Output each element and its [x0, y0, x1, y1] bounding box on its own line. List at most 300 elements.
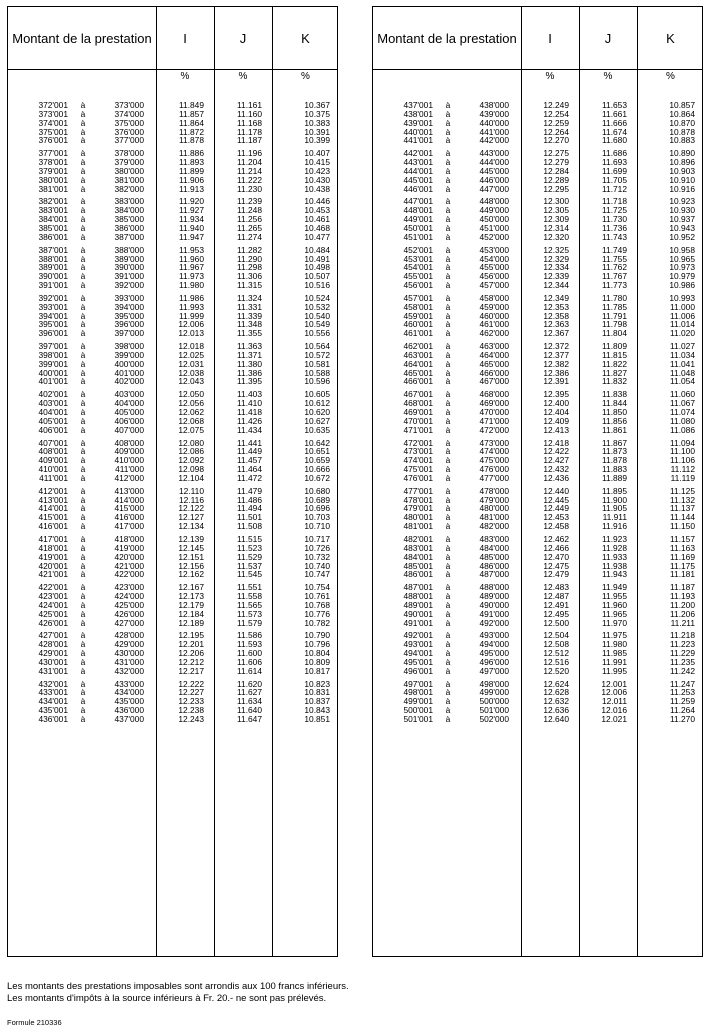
range-from: 420'001 — [38, 560, 68, 571]
table-row — [8, 715, 337, 724]
formula-number: Formule 210336 — [7, 1018, 62, 1027]
table-row — [373, 185, 702, 194]
row-group — [8, 390, 337, 434]
range-separator: à — [445, 398, 451, 409]
range-separator: à — [80, 165, 86, 176]
rate-k: 11.223 — [670, 639, 695, 650]
row-group — [373, 197, 702, 241]
range-separator: à — [445, 521, 451, 532]
range-to: 399'000 — [114, 349, 144, 360]
rate-k: 10.651 — [304, 446, 330, 457]
rate-i: 12.264 — [543, 126, 569, 137]
rate-j: 11.418 — [237, 407, 262, 417]
range-separator: à — [445, 117, 451, 128]
rate-j: 11.434 — [237, 424, 262, 435]
rate-i: 11.999 — [179, 310, 204, 321]
range-separator: à — [80, 222, 86, 233]
table-row — [8, 281, 337, 290]
rate-i: 12.013 — [178, 328, 204, 339]
range-from: 465'001 — [403, 367, 433, 378]
range-to: 424'000 — [114, 591, 144, 602]
rate-k: 11.132 — [670, 494, 695, 505]
range-separator: à — [80, 582, 86, 593]
range-separator: à — [80, 244, 86, 255]
header-col-i: I — [548, 30, 552, 46]
rate-i: 12.179 — [178, 599, 204, 610]
range-from: 410'001 — [38, 464, 68, 475]
header-col-k: K — [301, 30, 310, 46]
rate-k: 11.259 — [670, 696, 695, 707]
range-to: 381'000 — [114, 174, 144, 185]
range-from: 408'001 — [38, 446, 68, 457]
range-to: 467'000 — [479, 376, 509, 387]
range-from: 398'001 — [38, 349, 68, 360]
rate-i: 12.358 — [543, 310, 569, 321]
rate-j: 12.006 — [601, 687, 627, 698]
rate-k: 10.761 — [304, 591, 330, 602]
range-to: 458'000 — [479, 292, 509, 303]
range-to: 488'000 — [479, 582, 509, 593]
range-to: 491'000 — [479, 608, 509, 619]
rate-k: 11.106 — [670, 455, 695, 466]
range-separator: à — [80, 551, 86, 562]
range-to: 395'000 — [114, 310, 144, 321]
rate-k: 10.680 — [304, 485, 330, 496]
footnotes — [7, 981, 349, 1005]
range-separator: à — [445, 714, 451, 724]
range-to: 391'000 — [114, 271, 144, 282]
rate-j: 11.965 — [602, 608, 627, 619]
range-to: 417'000 — [114, 521, 144, 532]
range-to: 464'000 — [479, 349, 509, 360]
header-montant: Montant de la prestation — [12, 30, 152, 46]
range-separator: à — [445, 310, 451, 321]
range-from: 404'001 — [38, 407, 68, 417]
rate-k: 10.776 — [304, 608, 330, 619]
rate-k: 10.642 — [304, 437, 330, 448]
rate-j: 11.923 — [602, 533, 627, 544]
rate-j: 11.838 — [602, 389, 627, 400]
range-to: 386'000 — [114, 222, 144, 233]
rate-k: 11.229 — [670, 648, 695, 659]
rate-j: 12.021 — [601, 714, 627, 724]
range-separator: à — [80, 174, 86, 185]
rate-i: 11.953 — [179, 244, 204, 255]
range-separator: à — [445, 542, 451, 553]
rate-i: 12.062 — [178, 407, 204, 417]
rate-j: 11.856 — [602, 415, 627, 426]
rate-i: 11.864 — [179, 117, 204, 128]
rate-j: 11.606 — [237, 656, 262, 667]
rate-i: 12.458 — [543, 521, 569, 532]
range-separator: à — [80, 301, 86, 312]
rate-k: 10.399 — [304, 135, 330, 146]
range-from: 490'001 — [403, 608, 433, 619]
rate-i: 12.270 — [543, 135, 569, 146]
range-from: 451'001 — [403, 231, 433, 242]
row-group — [373, 246, 702, 290]
header-col-j: J — [604, 30, 612, 46]
range-separator: à — [80, 262, 86, 273]
rate-i: 12.339 — [543, 271, 569, 282]
rate-k: 11.137 — [670, 503, 695, 514]
rate-i: 12.167 — [178, 582, 204, 593]
rate-k: 10.524 — [304, 292, 330, 303]
rate-k: 11.242 — [670, 665, 695, 676]
rate-j: 11.222 — [237, 174, 262, 185]
row-group — [8, 535, 337, 579]
rate-k: 10.823 — [304, 678, 330, 689]
rate-j: 11.614 — [237, 665, 262, 676]
range-to: 470'000 — [479, 407, 509, 417]
range-from: 375'001 — [38, 126, 68, 137]
range-separator: à — [80, 117, 86, 128]
table-row — [373, 667, 702, 676]
range-to: 451'000 — [479, 222, 509, 233]
range-to: 373'000 — [114, 100, 144, 110]
table-row — [373, 377, 702, 386]
rate-j: 11.508 — [237, 521, 262, 532]
unit-col-i: % — [180, 71, 190, 82]
range-from: 440'001 — [403, 126, 433, 137]
rate-j: 11.815 — [602, 349, 627, 360]
range-from: 394'001 — [38, 310, 68, 321]
rate-j: 12.011 — [602, 696, 627, 707]
range-separator: à — [445, 253, 451, 264]
rate-k: 10.878 — [669, 126, 695, 137]
range-from: 483'001 — [403, 542, 433, 553]
rate-i: 12.018 — [178, 341, 204, 352]
range-separator: à — [80, 328, 86, 339]
rate-k: 10.391 — [304, 126, 330, 137]
range-from: 450'001 — [403, 222, 433, 233]
range-to: 481'000 — [479, 512, 509, 523]
range-to: 452'000 — [479, 231, 509, 242]
range-to: 392'000 — [114, 280, 144, 291]
range-separator: à — [445, 214, 451, 225]
rate-i: 11.973 — [179, 271, 204, 282]
range-from: 382'001 — [38, 196, 68, 207]
rate-k: 11.112 — [670, 464, 695, 475]
rate-i: 11.947 — [179, 231, 204, 242]
rate-k: 10.710 — [304, 521, 330, 532]
range-from: 485'001 — [403, 560, 433, 571]
row-group — [8, 631, 337, 675]
range-to: 443'000 — [479, 148, 509, 159]
range-from: 401'001 — [38, 376, 68, 387]
rate-k: 10.790 — [304, 630, 330, 641]
rate-j: 11.970 — [602, 617, 627, 628]
rate-j: 11.494 — [237, 503, 262, 514]
range-separator: à — [80, 389, 86, 400]
range-from: 386'001 — [38, 231, 68, 242]
row-group — [8, 197, 337, 241]
rate-k: 10.696 — [304, 503, 330, 514]
range-from: 449'001 — [403, 214, 433, 225]
rate-j: 11.995 — [602, 665, 627, 676]
range-separator: à — [445, 231, 451, 242]
rate-i: 12.300 — [543, 196, 569, 207]
range-to: 426'000 — [114, 608, 144, 619]
range-from: 487'001 — [403, 582, 433, 593]
range-to: 475'000 — [479, 455, 509, 466]
range-separator: à — [80, 714, 86, 724]
rate-j: 11.256 — [237, 214, 262, 225]
rate-i: 11.878 — [179, 135, 204, 146]
range-to: 421'000 — [114, 560, 144, 571]
rate-i: 12.400 — [543, 398, 569, 409]
range-from: 427'001 — [38, 630, 68, 641]
rate-k: 11.169 — [670, 551, 695, 562]
range-to: 437'000 — [114, 714, 144, 724]
range-separator: à — [80, 349, 86, 360]
rate-k: 10.477 — [304, 231, 330, 242]
rate-j: 11.348 — [237, 319, 262, 330]
range-separator: à — [445, 319, 451, 330]
range-from: 373'001 — [38, 108, 68, 119]
range-to: 409'000 — [114, 446, 144, 457]
rate-j: 11.804 — [602, 328, 627, 339]
unit-col-k: % — [301, 71, 310, 82]
range-to: 456'000 — [479, 271, 509, 282]
rate-i: 12.453 — [543, 512, 569, 523]
range-separator: à — [80, 599, 86, 610]
rate-j: 11.933 — [602, 551, 627, 562]
rate-i: 12.025 — [178, 349, 204, 360]
range-separator: à — [80, 292, 86, 303]
range-separator: à — [445, 244, 451, 255]
range-from: 417'001 — [38, 533, 68, 544]
range-to: 398'000 — [114, 341, 144, 352]
range-from: 481'001 — [403, 521, 433, 532]
rate-k: 10.883 — [669, 135, 695, 146]
range-separator: à — [80, 424, 86, 435]
rate-j: 12.001 — [601, 678, 627, 689]
range-to: 482'000 — [479, 521, 509, 532]
rate-j: 11.889 — [602, 472, 627, 483]
rate-j: 11.809 — [602, 341, 627, 352]
range-to: 406'000 — [114, 415, 144, 426]
rate-k: 10.923 — [669, 196, 695, 207]
range-to: 375'000 — [114, 117, 144, 128]
range-to: 454'000 — [479, 253, 509, 264]
range-to: 476'000 — [479, 464, 509, 475]
rate-k: 11.144 — [670, 512, 695, 523]
range-from: 411'001 — [39, 472, 68, 483]
range-to: 410'000 — [114, 455, 144, 466]
rate-k: 10.596 — [304, 376, 330, 387]
range-separator: à — [80, 126, 86, 137]
rate-k: 11.206 — [670, 608, 695, 619]
range-to: 478'000 — [479, 485, 509, 496]
rate-i: 12.495 — [543, 608, 569, 619]
rate-k: 11.074 — [670, 407, 695, 417]
range-separator: à — [445, 165, 451, 176]
rate-j: 11.529 — [237, 551, 262, 562]
range-from: 376'001 — [38, 135, 68, 146]
rate-i: 12.098 — [178, 464, 204, 475]
range-separator: à — [80, 687, 86, 698]
rate-i: 12.056 — [178, 398, 204, 409]
rate-i: 12.050 — [178, 389, 204, 400]
range-from: 447'001 — [403, 196, 433, 207]
rate-j: 11.355 — [237, 328, 262, 339]
rate-k: 10.375 — [304, 108, 330, 119]
rate-j: 11.214 — [237, 165, 262, 176]
rate-k: 10.453 — [304, 205, 330, 216]
range-separator: à — [445, 437, 451, 448]
rate-k: 11.034 — [670, 349, 695, 360]
range-separator: à — [445, 292, 451, 303]
row-group — [373, 583, 702, 627]
range-separator: à — [80, 376, 86, 387]
header-col-i: I — [183, 30, 187, 46]
range-from: 387'001 — [38, 244, 68, 255]
rate-j: 11.916 — [602, 521, 627, 532]
rate-k: 11.014 — [670, 319, 695, 330]
range-to: 480'000 — [479, 503, 509, 514]
range-to: 388'000 — [114, 244, 144, 255]
range-to: 403'000 — [114, 389, 144, 400]
range-from: 458'001 — [403, 301, 433, 312]
range-from: 418'001 — [38, 542, 68, 553]
range-separator: à — [80, 271, 86, 282]
rate-k: 10.367 — [304, 100, 330, 110]
range-separator: à — [80, 253, 86, 264]
rate-i: 12.409 — [543, 415, 569, 426]
range-to: 471'000 — [479, 415, 509, 426]
rate-i: 12.189 — [178, 617, 204, 628]
rate-k: 11.054 — [670, 376, 695, 387]
rate-j: 11.725 — [602, 205, 627, 216]
rate-j: 11.822 — [602, 358, 627, 369]
table-row — [8, 522, 337, 531]
rate-i: 12.156 — [178, 560, 204, 571]
range-separator: à — [80, 280, 86, 291]
rate-j: 11.980 — [602, 639, 627, 650]
rate-j: 12.016 — [601, 705, 627, 716]
rate-j: 11.380 — [237, 358, 262, 369]
rate-i: 12.127 — [178, 512, 204, 523]
rate-j: 11.780 — [602, 292, 627, 303]
rate-k: 11.211 — [670, 617, 695, 628]
rate-j: 11.620 — [237, 678, 262, 689]
range-to: 401'000 — [114, 367, 144, 378]
range-to: 380'000 — [114, 165, 144, 176]
rate-k: 10.484 — [304, 244, 330, 255]
rate-j: 11.949 — [602, 582, 627, 593]
rate-i: 11.986 — [179, 292, 204, 303]
rate-i: 12.386 — [543, 367, 569, 378]
rate-i: 12.367 — [543, 328, 569, 339]
row-group — [373, 680, 702, 724]
rate-k: 10.549 — [304, 319, 330, 330]
range-from: 385'001 — [38, 222, 68, 233]
rate-k: 10.581 — [304, 358, 330, 369]
range-separator: à — [80, 569, 86, 580]
range-from: 456'001 — [403, 280, 433, 291]
range-to: 404'000 — [114, 398, 144, 409]
range-from: 412'001 — [38, 485, 68, 496]
range-separator: à — [445, 472, 451, 483]
range-to: 435'000 — [114, 696, 144, 707]
range-separator: à — [80, 648, 86, 659]
rate-j: 11.749 — [602, 244, 627, 255]
rate-k: 10.689 — [304, 494, 330, 505]
rate-i: 12.249 — [543, 100, 569, 110]
rate-k: 10.415 — [304, 157, 330, 168]
rate-k: 11.048 — [670, 367, 695, 378]
range-to: 445'000 — [479, 165, 509, 176]
range-to: 489'000 — [479, 591, 509, 602]
header-col-k: K — [666, 30, 675, 46]
rate-j: 11.265 — [237, 222, 262, 233]
range-from: 381'001 — [38, 183, 68, 194]
range-to: 425'000 — [114, 599, 144, 610]
rate-j: 11.449 — [237, 446, 262, 457]
range-to: 436'000 — [114, 705, 144, 716]
rate-k: 10.857 — [669, 100, 695, 110]
rate-j: 11.627 — [237, 687, 262, 698]
rate-j: 11.457 — [237, 455, 262, 466]
rate-j: 11.680 — [602, 135, 627, 146]
rate-k: 10.407 — [304, 148, 330, 159]
range-to: 469'000 — [479, 398, 509, 409]
range-separator: à — [80, 560, 86, 571]
range-from: 442'001 — [403, 148, 433, 159]
range-from: 486'001 — [403, 569, 433, 580]
rate-i: 12.068 — [178, 415, 204, 426]
rate-k: 10.958 — [669, 244, 695, 255]
range-separator: à — [445, 665, 451, 676]
rate-i: 12.320 — [543, 231, 569, 242]
rate-table-left — [7, 6, 338, 957]
rate-i: 12.116 — [179, 494, 204, 505]
rate-k: 11.247 — [670, 678, 695, 689]
rate-i: 11.872 — [179, 126, 204, 137]
range-from: 496'001 — [403, 665, 433, 676]
rate-i: 12.382 — [543, 358, 569, 369]
range-separator: à — [445, 376, 451, 387]
range-to: 394'000 — [114, 301, 144, 312]
range-to: 479'000 — [479, 494, 509, 505]
table-row — [8, 474, 337, 483]
range-from: 436'001 — [38, 714, 68, 724]
range-to: 493'000 — [479, 630, 509, 641]
range-separator: à — [80, 542, 86, 553]
rate-k: 10.747 — [304, 569, 330, 580]
rate-i: 12.440 — [543, 485, 569, 496]
rate-i: 12.445 — [543, 494, 569, 505]
rate-i: 12.212 — [178, 656, 204, 667]
row-group — [8, 342, 337, 386]
range-from: 457'001 — [403, 292, 433, 303]
range-to: 429'000 — [114, 639, 144, 650]
range-separator: à — [80, 485, 86, 496]
rate-k: 10.943 — [669, 222, 695, 233]
rate-i: 12.243 — [178, 714, 204, 724]
rate-i: 12.500 — [543, 617, 569, 628]
range-from: 423'001 — [38, 591, 68, 602]
range-from: 433'001 — [38, 687, 68, 698]
range-separator: à — [80, 472, 86, 483]
rate-i: 12.432 — [543, 464, 569, 475]
rate-j: 11.900 — [602, 494, 627, 505]
rate-k: 11.067 — [670, 398, 695, 409]
row-group — [373, 149, 702, 193]
rate-i: 12.479 — [543, 569, 569, 580]
rate-i: 12.080 — [178, 437, 204, 448]
